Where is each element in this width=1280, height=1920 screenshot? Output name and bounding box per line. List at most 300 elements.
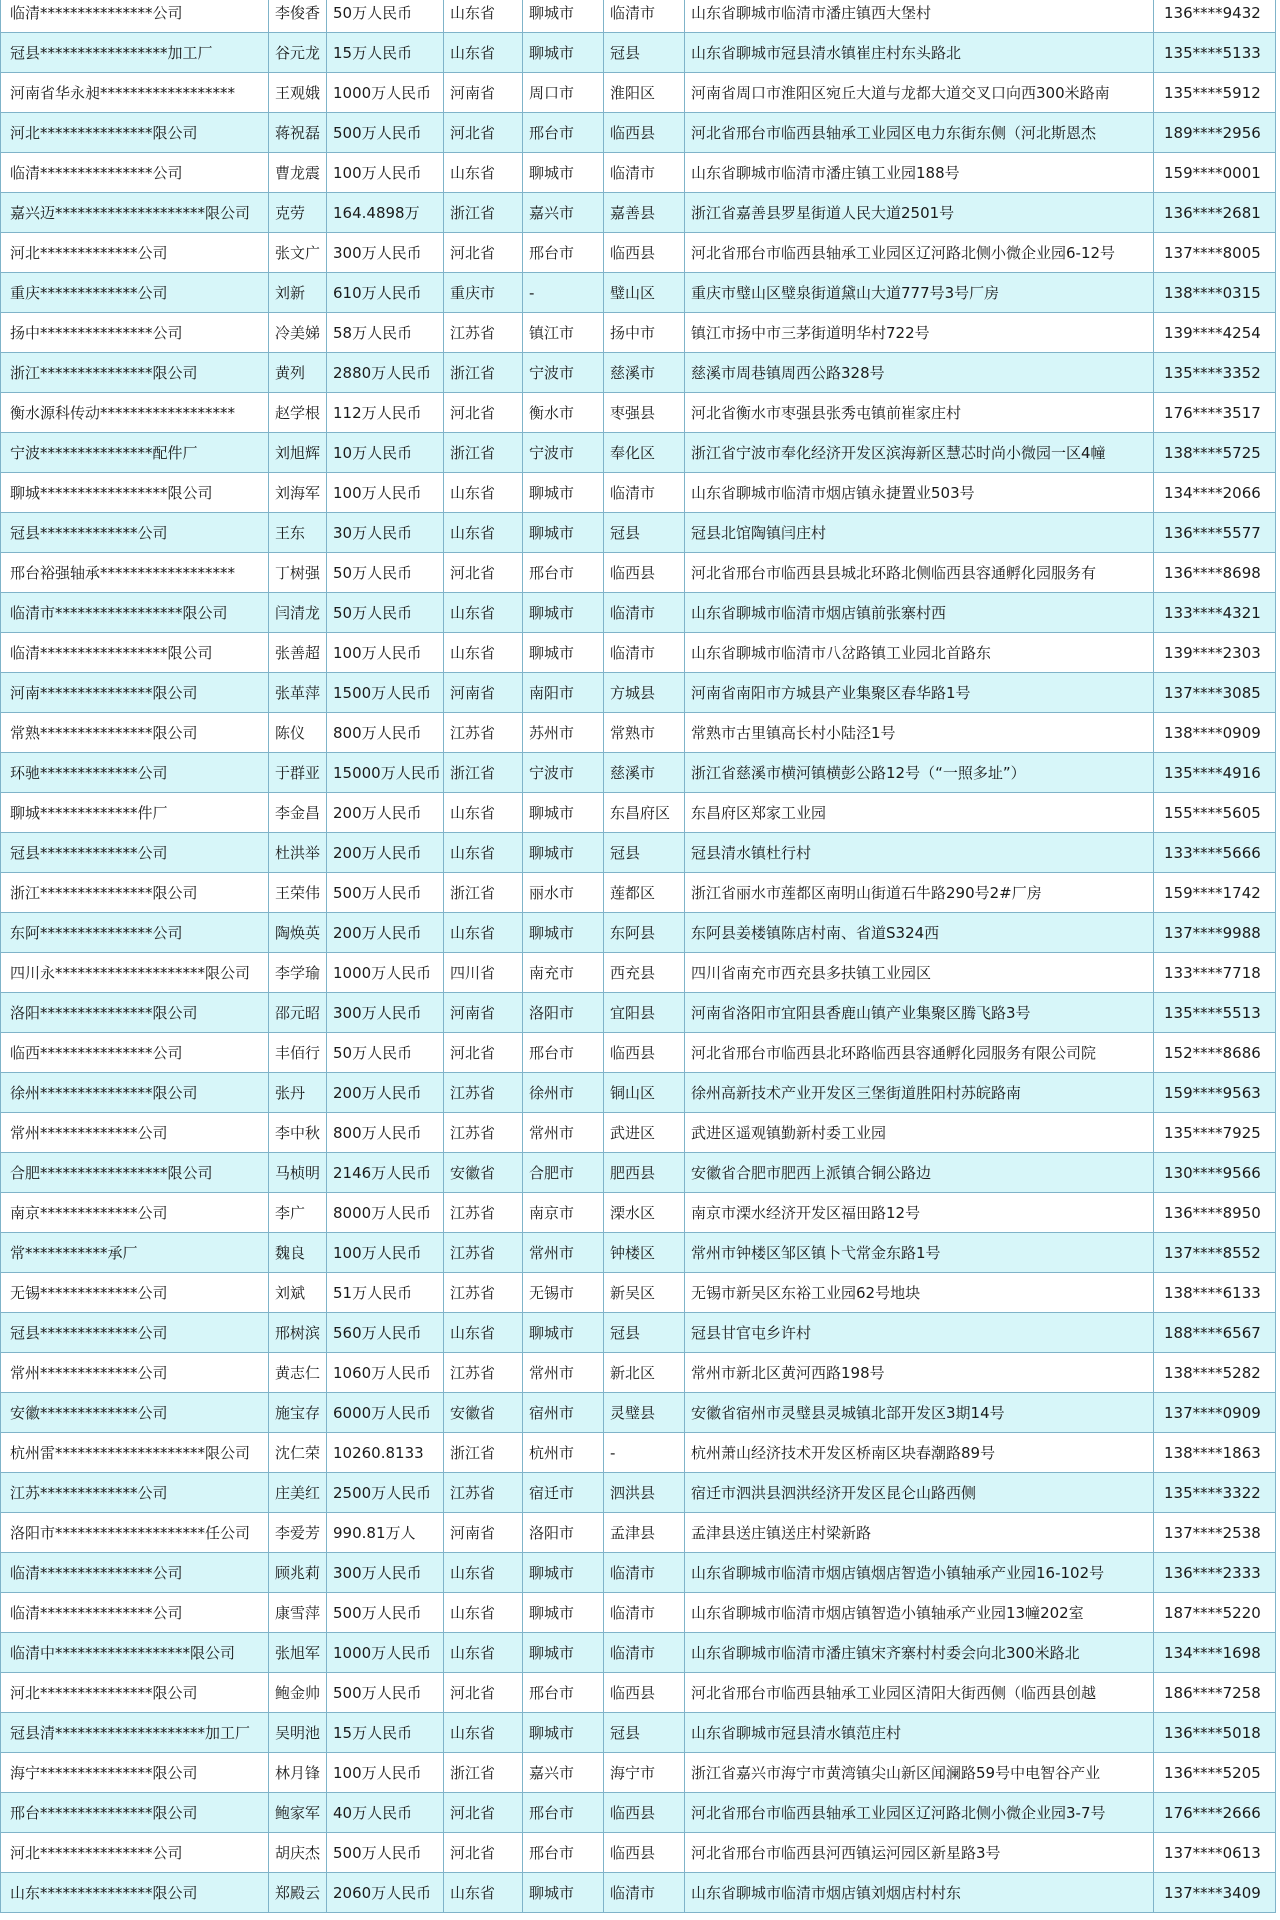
- province-cell: 江苏省: [444, 1233, 523, 1273]
- legal-person-cell: 张革萍: [269, 673, 327, 713]
- company-name-cell: 河北***************限公司: [1, 1673, 269, 1713]
- district-cell: 璧山区: [604, 273, 685, 313]
- address-cell: 冠县甘官屯乡许村: [685, 1313, 1154, 1353]
- address-cell: 河北省邢台市临西县轴承工业园区清阳大街西侧（临西县创越: [685, 1673, 1154, 1713]
- capital-cell: 800万人民币: [327, 713, 444, 753]
- city-cell: 无锡市: [523, 1273, 604, 1313]
- province-cell: 浙江省: [444, 1753, 523, 1793]
- district-cell: 枣强县: [604, 393, 685, 433]
- company-name-cell: 河南省华永昶******************: [1, 73, 269, 113]
- province-cell: 山东省: [444, 593, 523, 633]
- capital-cell: 300万人民币: [327, 233, 444, 273]
- table-row: [1, 1193, 1276, 1233]
- province-cell: 河北省: [444, 1793, 523, 1833]
- table-row: [1, 193, 1276, 233]
- province-cell: 浙江省: [444, 753, 523, 793]
- table-row: [1, 1713, 1276, 1753]
- district-cell: 灵璧县: [604, 1393, 685, 1433]
- capital-cell: 30万人民币: [327, 513, 444, 553]
- city-cell: 聊城市: [523, 593, 604, 633]
- province-cell: 山东省: [444, 473, 523, 513]
- district-cell: 冠县: [604, 513, 685, 553]
- capital-cell: 15000万人民币: [327, 753, 444, 793]
- city-cell: 聊城市: [523, 1553, 604, 1593]
- legal-person-cell: 丁树强: [269, 553, 327, 593]
- capital-cell: 500万人民币: [327, 873, 444, 913]
- address-cell: 慈溪市周巷镇周西公路328号: [685, 353, 1154, 393]
- legal-person-cell: 丰佰行: [269, 1033, 327, 1073]
- province-cell: 浙江省: [444, 873, 523, 913]
- company-name-cell: 洛阳***************限公司: [1, 993, 269, 1033]
- company-name-cell: 临清***************公司: [1, 0, 269, 33]
- city-cell: 常州市: [523, 1353, 604, 1393]
- table-row: [1, 113, 1276, 153]
- phone-cell: 136****9432: [1154, 0, 1276, 33]
- table-row: [1, 0, 1276, 33]
- address-cell: 冠县北馆陶镇闫庄村: [685, 513, 1154, 553]
- phone-cell: 187****5220: [1154, 1593, 1276, 1633]
- capital-cell: 200万人民币: [327, 793, 444, 833]
- table-row: [1, 1553, 1276, 1593]
- company-name-cell: 临西***************公司: [1, 1033, 269, 1073]
- capital-cell: 15万人民币: [327, 1713, 444, 1753]
- phone-cell: 136****2333: [1154, 1553, 1276, 1593]
- address-cell: 常熟市古里镇高长村小陆泾1号: [685, 713, 1154, 753]
- phone-cell: 159****0001: [1154, 153, 1276, 193]
- table-row: [1, 1673, 1276, 1713]
- company-name-cell: 无锡*************公司: [1, 1273, 269, 1313]
- capital-cell: 100万人民币: [327, 1233, 444, 1273]
- address-cell: 浙江省嘉善县罗星街道人民大道2501号: [685, 193, 1154, 233]
- district-cell: -: [604, 1433, 685, 1473]
- capital-cell: 1060万人民币: [327, 1353, 444, 1393]
- district-cell: 嘉善县: [604, 193, 685, 233]
- address-cell: 山东省聊城市临清市烟店镇智造小镇轴承产业园13幢202室: [685, 1593, 1154, 1633]
- capital-cell: 50万人民币: [327, 1033, 444, 1073]
- district-cell: 慈溪市: [604, 753, 685, 793]
- province-cell: 河北省: [444, 1673, 523, 1713]
- capital-cell: 1000万人民币: [327, 73, 444, 113]
- phone-cell: 159****9563: [1154, 1073, 1276, 1113]
- table-row: [1, 953, 1276, 993]
- address-cell: 河北省邢台市临西县轴承工业园区电力东街东侧（河北斯恩杰: [685, 113, 1154, 153]
- legal-person-cell: 鲍家军: [269, 1793, 327, 1833]
- district-cell: 临西县: [604, 553, 685, 593]
- company-name-cell: 常州*************公司: [1, 1353, 269, 1393]
- capital-cell: 6000万人民币: [327, 1393, 444, 1433]
- city-cell: 南阳市: [523, 673, 604, 713]
- city-cell: 邢台市: [523, 233, 604, 273]
- province-cell: 山东省: [444, 1713, 523, 1753]
- address-cell: 安徽省合肥市肥西上派镇合铜公路边: [685, 1153, 1154, 1193]
- province-cell: 河南省: [444, 73, 523, 113]
- address-cell: 山东省聊城市临清市潘庄镇宋齐寨村村委会向北300米路北: [685, 1633, 1154, 1673]
- district-cell: 扬中市: [604, 313, 685, 353]
- company-name-cell: 海宁***************限公司: [1, 1753, 269, 1793]
- capital-cell: 15万人民币: [327, 33, 444, 73]
- district-cell: 临清市: [604, 633, 685, 673]
- table-row: [1, 353, 1276, 393]
- phone-cell: 135****3352: [1154, 353, 1276, 393]
- city-cell: 周口市: [523, 73, 604, 113]
- address-cell: 无锡市新吴区东裕工业园62号地块: [685, 1273, 1154, 1313]
- table-row: [1, 233, 1276, 273]
- company-name-cell: 冠县清********************加工厂: [1, 1713, 269, 1753]
- company-name-cell: 山东***************限公司: [1, 1873, 269, 1913]
- city-cell: 聊城市: [523, 913, 604, 953]
- capital-cell: 50万人民币: [327, 593, 444, 633]
- phone-cell: 135****3322: [1154, 1473, 1276, 1513]
- legal-person-cell: 顾兆莉: [269, 1553, 327, 1593]
- company-name-cell: 重庆*************公司: [1, 273, 269, 313]
- city-cell: 宁波市: [523, 353, 604, 393]
- phone-cell: 176****3517: [1154, 393, 1276, 433]
- legal-person-cell: 冷美娣: [269, 313, 327, 353]
- table-row: [1, 1353, 1276, 1393]
- legal-person-cell: 黄志仁: [269, 1353, 327, 1393]
- province-cell: 山东省: [444, 1593, 523, 1633]
- city-cell: 聊城市: [523, 473, 604, 513]
- legal-person-cell: 沈仁荣: [269, 1433, 327, 1473]
- company-name-cell: 杭州雷********************限公司: [1, 1433, 269, 1473]
- address-cell: 山东省聊城市临清市潘庄镇工业园188号: [685, 153, 1154, 193]
- phone-cell: 136****5205: [1154, 1753, 1276, 1793]
- province-cell: 浙江省: [444, 433, 523, 473]
- capital-cell: 500万人民币: [327, 1673, 444, 1713]
- city-cell: 南京市: [523, 1193, 604, 1233]
- table-row: [1, 313, 1276, 353]
- company-name-cell: 临清***************公司: [1, 1553, 269, 1593]
- city-cell: 聊城市: [523, 1713, 604, 1753]
- province-cell: 安徽省: [444, 1153, 523, 1193]
- company-name-cell: 安徽*************公司: [1, 1393, 269, 1433]
- phone-cell: 138****0315: [1154, 273, 1276, 313]
- city-cell: 常州市: [523, 1233, 604, 1273]
- legal-person-cell: 鲍金帅: [269, 1673, 327, 1713]
- city-cell: 丽水市: [523, 873, 604, 913]
- capital-cell: 500万人民币: [327, 113, 444, 153]
- table-row: [1, 1313, 1276, 1353]
- table-row: [1, 593, 1276, 633]
- province-cell: 浙江省: [444, 193, 523, 233]
- address-cell: 河南省周口市淮阳区宛丘大道与龙都大道交叉口向西300米路南: [685, 73, 1154, 113]
- province-cell: 河北省: [444, 553, 523, 593]
- address-cell: 四川省南充市西充县多扶镇工业园区: [685, 953, 1154, 993]
- capital-cell: 200万人民币: [327, 833, 444, 873]
- city-cell: 邢台市: [523, 553, 604, 593]
- phone-cell: 136****5577: [1154, 513, 1276, 553]
- legal-person-cell: 李中秋: [269, 1113, 327, 1153]
- legal-person-cell: 马桢明: [269, 1153, 327, 1193]
- address-cell: 河北省邢台市临西县北环路临西县容通孵化园服务有限公司院: [685, 1033, 1154, 1073]
- phone-cell: 152****8686: [1154, 1033, 1276, 1073]
- legal-person-cell: 胡庆杰: [269, 1833, 327, 1873]
- table-row: [1, 1073, 1276, 1113]
- company-name-cell: 常***********承厂: [1, 1233, 269, 1273]
- table-row: [1, 993, 1276, 1033]
- district-cell: 慈溪市: [604, 353, 685, 393]
- phone-cell: 137****0613: [1154, 1833, 1276, 1873]
- legal-person-cell: 闫清龙: [269, 593, 327, 633]
- phone-cell: 136****8950: [1154, 1193, 1276, 1233]
- city-cell: 宿迁市: [523, 1473, 604, 1513]
- city-cell: 杭州市: [523, 1433, 604, 1473]
- city-cell: 聊城市: [523, 153, 604, 193]
- company-name-cell: 嘉兴迈********************限公司: [1, 193, 269, 233]
- company-name-cell: 冠县*****************加工厂: [1, 33, 269, 73]
- capital-cell: 610万人民币: [327, 273, 444, 313]
- province-cell: 山东省: [444, 513, 523, 553]
- district-cell: 泗洪县: [604, 1473, 685, 1513]
- province-cell: 河南省: [444, 1513, 523, 1553]
- table-row: [1, 913, 1276, 953]
- table-row: [1, 33, 1276, 73]
- district-cell: 冠县: [604, 33, 685, 73]
- province-cell: 山东省: [444, 633, 523, 673]
- capital-cell: 112万人民币: [327, 393, 444, 433]
- city-cell: 邢台市: [523, 113, 604, 153]
- city-cell: 邢台市: [523, 1033, 604, 1073]
- legal-person-cell: 林月锋: [269, 1753, 327, 1793]
- capital-cell: 2500万人民币: [327, 1473, 444, 1513]
- company-name-cell: 冠县*************公司: [1, 513, 269, 553]
- legal-person-cell: 陈仪: [269, 713, 327, 753]
- address-cell: 河北省衡水市枣强县张秀屯镇前崔家庄村: [685, 393, 1154, 433]
- address-cell: 浙江省慈溪市横河镇横彭公路12号（“一照多址”）: [685, 753, 1154, 793]
- phone-cell: 155****5605: [1154, 793, 1276, 833]
- legal-person-cell: 吴明池: [269, 1713, 327, 1753]
- capital-cell: 100万人民币: [327, 633, 444, 673]
- company-name-cell: 洛阳市********************任公司: [1, 1513, 269, 1553]
- city-cell: 合肥市: [523, 1153, 604, 1193]
- legal-person-cell: 陶焕英: [269, 913, 327, 953]
- legal-person-cell: 郑殿云: [269, 1873, 327, 1913]
- legal-person-cell: 刘旭辉: [269, 433, 327, 473]
- district-cell: 临西县: [604, 1033, 685, 1073]
- company-name-cell: 扬中***************公司: [1, 313, 269, 353]
- district-cell: 冠县: [604, 1313, 685, 1353]
- table-row: [1, 1793, 1276, 1833]
- table-row: [1, 633, 1276, 673]
- legal-person-cell: 张旭军: [269, 1633, 327, 1673]
- table-row: [1, 393, 1276, 433]
- phone-cell: 138****1863: [1154, 1433, 1276, 1473]
- district-cell: 临西县: [604, 1833, 685, 1873]
- legal-person-cell: 魏良: [269, 1233, 327, 1273]
- phone-cell: 134****2066: [1154, 473, 1276, 513]
- legal-person-cell: 康雪萍: [269, 1593, 327, 1633]
- phone-cell: 133****4321: [1154, 593, 1276, 633]
- phone-cell: 137****8552: [1154, 1233, 1276, 1273]
- address-cell: 武进区遥观镇勤新村委工业园: [685, 1113, 1154, 1153]
- legal-person-cell: 张丹: [269, 1073, 327, 1113]
- province-cell: 江苏省: [444, 1113, 523, 1153]
- district-cell: 临清市: [604, 0, 685, 33]
- company-name-cell: 聊城*************件厂: [1, 793, 269, 833]
- address-cell: 山东省聊城市临清市烟店镇刘烟店村村东: [685, 1873, 1154, 1913]
- phone-cell: 133****7718: [1154, 953, 1276, 993]
- company-name-cell: 常熟***************限公司: [1, 713, 269, 753]
- company-name-cell: 冠县*************公司: [1, 833, 269, 873]
- city-cell: 洛阳市: [523, 993, 604, 1033]
- capital-cell: 200万人民币: [327, 1073, 444, 1113]
- company-name-cell: 临清市*****************限公司: [1, 593, 269, 633]
- province-cell: 河南省: [444, 673, 523, 713]
- district-cell: 临清市: [604, 1873, 685, 1913]
- legal-person-cell: 刘新: [269, 273, 327, 313]
- company-name-cell: 四川永********************限公司: [1, 953, 269, 993]
- legal-person-cell: 邵元昭: [269, 993, 327, 1033]
- table-row: [1, 513, 1276, 553]
- district-cell: 钟楼区: [604, 1233, 685, 1273]
- city-cell: 聊城市: [523, 1873, 604, 1913]
- company-name-cell: 环驰*************公司: [1, 753, 269, 793]
- company-name-cell: 宁波***************配件厂: [1, 433, 269, 473]
- district-cell: 临清市: [604, 473, 685, 513]
- district-cell: 冠县: [604, 1713, 685, 1753]
- company-name-cell: 冠县*************公司: [1, 1313, 269, 1353]
- city-cell: 嘉兴市: [523, 1753, 604, 1793]
- address-cell: 山东省聊城市冠县清水镇范庄村: [685, 1713, 1154, 1753]
- company-name-cell: 河南***************限公司: [1, 673, 269, 713]
- legal-person-cell: 张善超: [269, 633, 327, 673]
- district-cell: 宜阳县: [604, 993, 685, 1033]
- legal-person-cell: 王观娥: [269, 73, 327, 113]
- province-cell: 河南省: [444, 993, 523, 1033]
- address-cell: 山东省聊城市临清市潘庄镇西大堡村: [685, 0, 1154, 33]
- capital-cell: 2060万人民币: [327, 1873, 444, 1913]
- city-cell: 聊城市: [523, 1593, 604, 1633]
- company-name-cell: 临清*****************限公司: [1, 633, 269, 673]
- city-cell: 苏州市: [523, 713, 604, 753]
- company-name-cell: 临清***************公司: [1, 153, 269, 193]
- province-cell: 河北省: [444, 393, 523, 433]
- phone-cell: 137****8005: [1154, 233, 1276, 273]
- table-row: [1, 1153, 1276, 1193]
- capital-cell: 100万人民币: [327, 153, 444, 193]
- phone-cell: 137****0909: [1154, 1393, 1276, 1433]
- phone-cell: 139****4254: [1154, 313, 1276, 353]
- capital-cell: 50万人民币: [327, 553, 444, 593]
- table-row: [1, 1873, 1276, 1913]
- address-cell: 浙江省丽水市莲都区南明山街道石牛路290号2#厂房: [685, 873, 1154, 913]
- district-cell: 临清市: [604, 1633, 685, 1673]
- district-cell: 海宁市: [604, 1753, 685, 1793]
- province-cell: 山东省: [444, 913, 523, 953]
- city-cell: -: [523, 273, 604, 313]
- capital-cell: 10万人民币: [327, 433, 444, 473]
- city-cell: 邢台市: [523, 1673, 604, 1713]
- capital-cell: 10260.8133: [327, 1433, 444, 1473]
- phone-cell: 138****5725: [1154, 433, 1276, 473]
- legal-person-cell: 邢树滨: [269, 1313, 327, 1353]
- city-cell: 聊城市: [523, 1313, 604, 1353]
- address-cell: 山东省聊城市冠县清水镇崔庄村东头路北: [685, 33, 1154, 73]
- capital-cell: 200万人民币: [327, 913, 444, 953]
- district-cell: 常熟市: [604, 713, 685, 753]
- company-name-cell: 河北***************限公司: [1, 113, 269, 153]
- address-cell: 浙江省嘉兴市海宁市黄湾镇尖山新区闻澜路59号中电智谷产业: [685, 1753, 1154, 1793]
- phone-cell: 130****9566: [1154, 1153, 1276, 1193]
- address-cell: 重庆市璧山区璧泉街道黛山大道777号3号厂房: [685, 273, 1154, 313]
- address-cell: 河北省邢台市临西县轴承工业园区辽河路北侧小微企业园3-7号: [685, 1793, 1154, 1833]
- table-row: [1, 713, 1276, 753]
- legal-person-cell: 谷元龙: [269, 33, 327, 73]
- district-cell: 莲都区: [604, 873, 685, 913]
- company-name-cell: 聊城*****************限公司: [1, 473, 269, 513]
- address-cell: 河南省南阳市方城县产业集聚区春华路1号: [685, 673, 1154, 713]
- district-cell: 孟津县: [604, 1513, 685, 1553]
- capital-cell: 164.4898万: [327, 193, 444, 233]
- table-row: [1, 153, 1276, 193]
- legal-person-cell: 庄美红: [269, 1473, 327, 1513]
- province-cell: 江苏省: [444, 713, 523, 753]
- legal-person-cell: 李爱芳: [269, 1513, 327, 1553]
- city-cell: 宁波市: [523, 753, 604, 793]
- city-cell: 邢台市: [523, 1793, 604, 1833]
- phone-cell: 136****8698: [1154, 553, 1276, 593]
- district-cell: 东阿县: [604, 913, 685, 953]
- province-cell: 江苏省: [444, 1193, 523, 1233]
- phone-cell: 137****2538: [1154, 1513, 1276, 1553]
- city-cell: 聊城市: [523, 793, 604, 833]
- table-row: [1, 1393, 1276, 1433]
- district-cell: 新北区: [604, 1353, 685, 1393]
- legal-person-cell: 克劳: [269, 193, 327, 233]
- company-name-cell: 河北***************公司: [1, 1833, 269, 1873]
- district-cell: 临西县: [604, 1673, 685, 1713]
- table-row: [1, 753, 1276, 793]
- capital-cell: 1000万人民币: [327, 1633, 444, 1673]
- table-row: [1, 1593, 1276, 1633]
- capital-cell: 58万人民币: [327, 313, 444, 353]
- district-cell: 临西县: [604, 233, 685, 273]
- table-row: [1, 273, 1276, 313]
- province-cell: 江苏省: [444, 1353, 523, 1393]
- legal-person-cell: 张文广: [269, 233, 327, 273]
- table-body: [1, 0, 1276, 1913]
- phone-cell: 135****4916: [1154, 753, 1276, 793]
- table-row: [1, 1233, 1276, 1273]
- address-cell: 常州市新北区黄河西路198号: [685, 1353, 1154, 1393]
- city-cell: 嘉兴市: [523, 193, 604, 233]
- phone-cell: 138****0909: [1154, 713, 1276, 753]
- company-name-cell: 江苏*************公司: [1, 1473, 269, 1513]
- capital-cell: 8000万人民币: [327, 1193, 444, 1233]
- legal-person-cell: 刘斌: [269, 1273, 327, 1313]
- address-cell: 东阿县姜楼镇陈店村南、省道S324西: [685, 913, 1154, 953]
- legal-person-cell: 刘海军: [269, 473, 327, 513]
- capital-cell: 300万人民币: [327, 1553, 444, 1593]
- province-cell: 河北省: [444, 233, 523, 273]
- legal-person-cell: 于群亚: [269, 753, 327, 793]
- district-cell: 武进区: [604, 1113, 685, 1153]
- city-cell: 聊城市: [523, 1633, 604, 1673]
- legal-person-cell: 李广: [269, 1193, 327, 1233]
- legal-person-cell: 李俊香: [269, 0, 327, 33]
- table-row: [1, 73, 1276, 113]
- district-cell: 临清市: [604, 1593, 685, 1633]
- province-cell: 四川省: [444, 953, 523, 993]
- table-row: [1, 673, 1276, 713]
- capital-cell: 2880万人民币: [327, 353, 444, 393]
- phone-cell: 186****7258: [1154, 1673, 1276, 1713]
- district-cell: 冠县: [604, 833, 685, 873]
- company-name-cell: 浙江***************限公司: [1, 873, 269, 913]
- province-cell: 浙江省: [444, 1433, 523, 1473]
- district-cell: 溧水区: [604, 1193, 685, 1233]
- province-cell: 山东省: [444, 833, 523, 873]
